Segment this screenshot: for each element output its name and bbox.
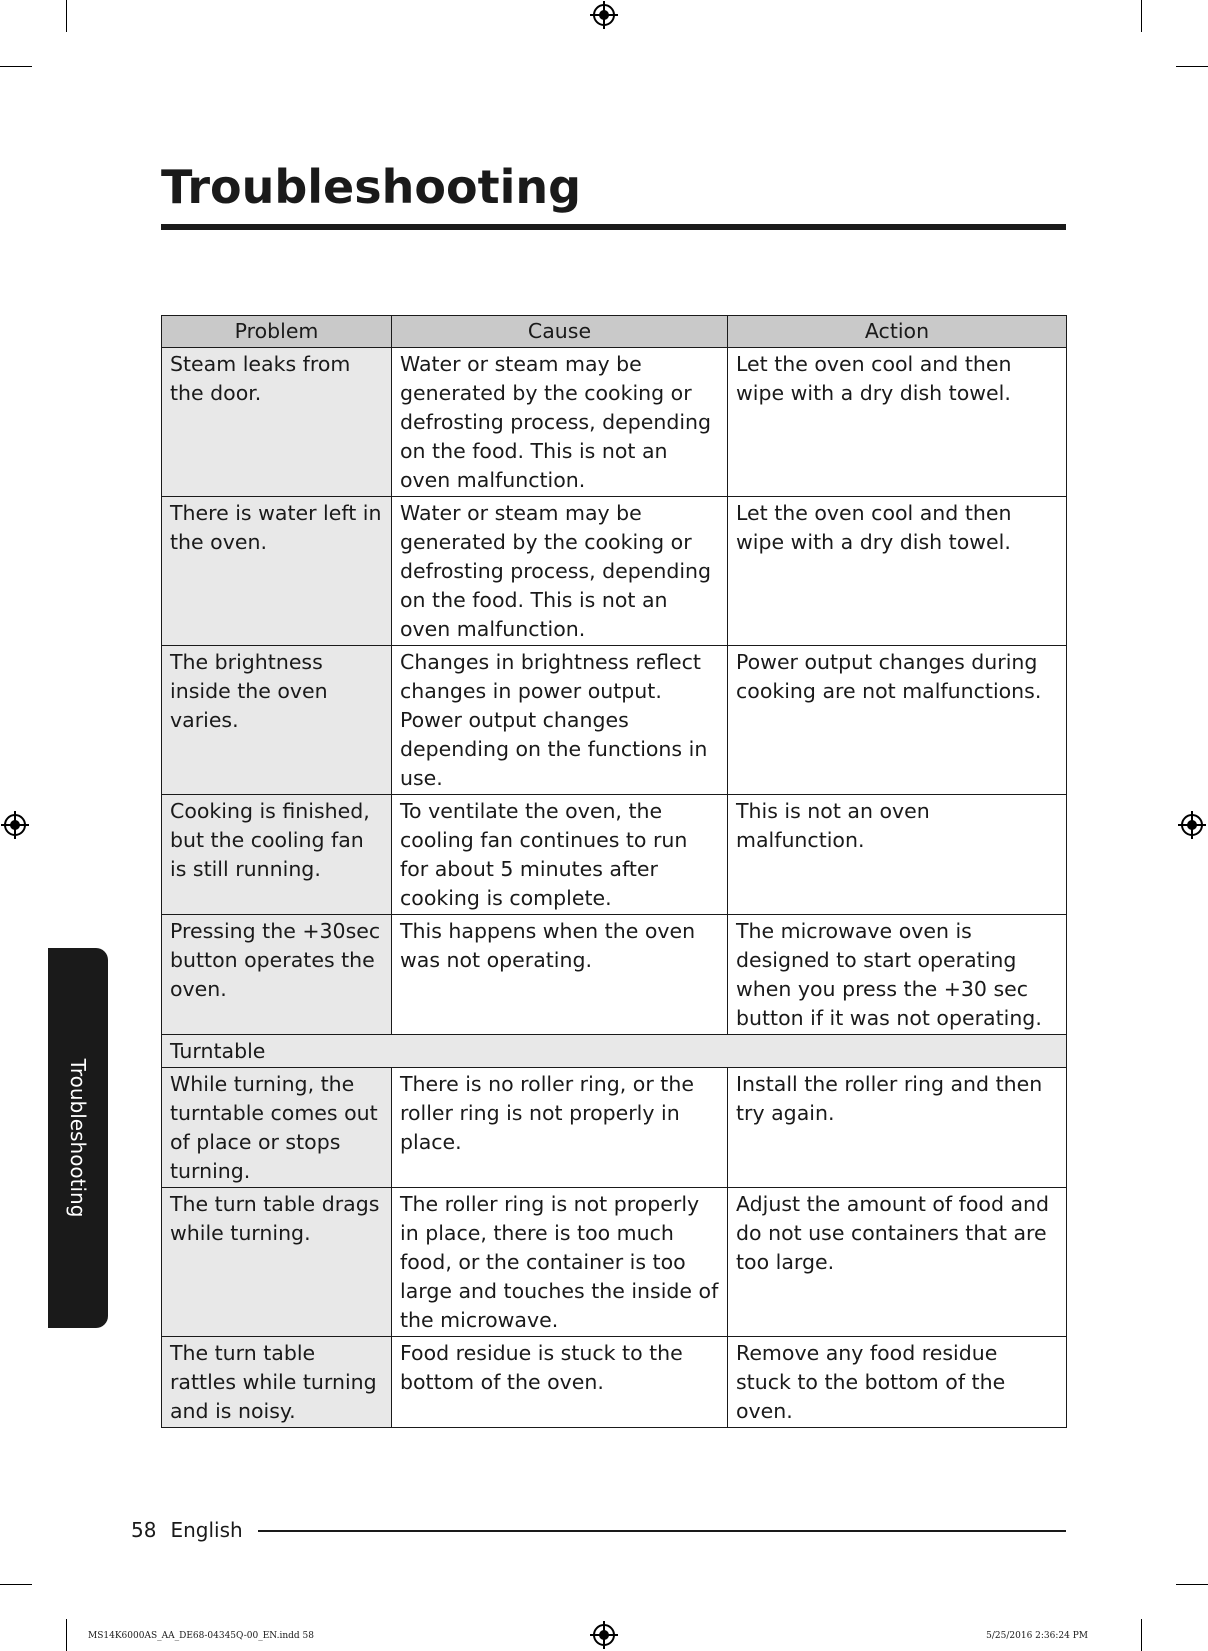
problem-cell: Pressing the +30sec button operates the oven. <box>162 915 392 1035</box>
crop-mark <box>1141 1619 1142 1651</box>
registration-mark-icon <box>1181 814 1203 836</box>
table-row <box>162 915 1067 1035</box>
cause-cell: This happens when the oven was not operating. <box>392 915 728 1035</box>
page-number: 58 <box>131 1518 157 1542</box>
registration-mark-icon <box>593 1624 615 1646</box>
problem-cell: The turn table rattles while turning and is noisy. <box>162 1337 392 1428</box>
footer-rule <box>258 1530 1066 1532</box>
table-row <box>162 646 1067 795</box>
action-cell: Let the oven cool and then wipe with a dry dish towel. <box>728 497 1067 646</box>
cause-cell: Changes in brightness reflect changes in power output. Power output changes depending on the functions in use. <box>392 646 728 795</box>
registration-mark-icon <box>4 814 26 836</box>
problem-cell: While turning, the turntable comes out of place or stops turning. <box>162 1068 392 1188</box>
section-heading-turntable: Turntable <box>162 1035 1067 1068</box>
action-cell: Adjust the amount of food and do not use containers that are too large. <box>728 1188 1067 1337</box>
table-header-row <box>162 316 1067 348</box>
print-slug-file: MS14K6000AS_AA_DE68-04345Q-00_EN.indd 58 <box>88 1631 314 1641</box>
crop-mark <box>1141 0 1142 32</box>
problem-cell: There is water left in the oven. <box>162 497 392 646</box>
problem-cell: The brightness inside the oven varies. <box>162 646 392 795</box>
cause-cell: Food residue is stuck to the bottom of the oven. <box>392 1337 728 1428</box>
side-tab-label: Troubleshooting <box>66 1058 90 1218</box>
problem-cell: Steam leaks from the door. <box>162 348 392 497</box>
column-header-cause: Cause <box>392 316 728 348</box>
crop-mark <box>66 0 67 32</box>
problem-cell: Cooking is finished, but the cooling fan is still running. <box>162 795 392 915</box>
action-cell: Let the oven cool and then wipe with a dry dish towel. <box>728 348 1067 497</box>
cause-cell: The roller ring is not properly in place, there is too much food, or the container is too large and touches the inside of the microwave. <box>392 1188 728 1337</box>
crop-mark <box>66 1619 67 1651</box>
table-row <box>162 1068 1067 1188</box>
side-tab <box>48 948 108 1328</box>
action-cell: The microwave oven is designed to start operating when you press the +30 sec button if it was not operating. <box>728 915 1067 1035</box>
table-row <box>162 348 1067 497</box>
crop-mark <box>0 1584 32 1585</box>
page-title: Troubleshooting <box>161 160 582 214</box>
column-header-problem: Problem <box>162 316 392 348</box>
action-cell: This is not an oven malfunction. <box>728 795 1067 915</box>
registration-mark-icon <box>593 4 615 26</box>
action-cell: Power output changes during cooking are not malfunctions. <box>728 646 1067 795</box>
print-slug-timestamp: 5/25/2016 2:36:24 PM <box>986 1631 1088 1641</box>
troubleshooting-table <box>161 315 1067 1428</box>
action-cell: Install the roller ring and then try again. <box>728 1068 1067 1188</box>
table-row <box>162 1188 1067 1337</box>
column-header-action: Action <box>728 316 1067 348</box>
problem-cell: The turn table drags while turning. <box>162 1188 392 1337</box>
table-row <box>162 497 1067 646</box>
title-rule <box>161 224 1066 230</box>
cause-cell: Water or steam may be generated by the cooking or defrosting process, depending on the food. This is not an oven malfunction. <box>392 348 728 497</box>
table-row <box>162 1337 1067 1428</box>
cause-cell: To ventilate the oven, the cooling fan continues to run for about 5 minutes after cooking is complete. <box>392 795 728 915</box>
page-footer <box>131 1518 243 1542</box>
crop-mark <box>0 66 32 67</box>
section-row <box>162 1035 1067 1068</box>
cause-cell: There is no roller ring, or the roller ring is not properly in place. <box>392 1068 728 1188</box>
crop-mark <box>1176 1584 1208 1585</box>
action-cell: Remove any food residue stuck to the bottom of the oven. <box>728 1337 1067 1428</box>
footer-language: English <box>170 1518 243 1542</box>
crop-mark <box>1176 66 1208 67</box>
table-row <box>162 795 1067 915</box>
cause-cell: Water or steam may be generated by the cooking or defrosting process, depending on the food. This is not an oven malfunction. <box>392 497 728 646</box>
